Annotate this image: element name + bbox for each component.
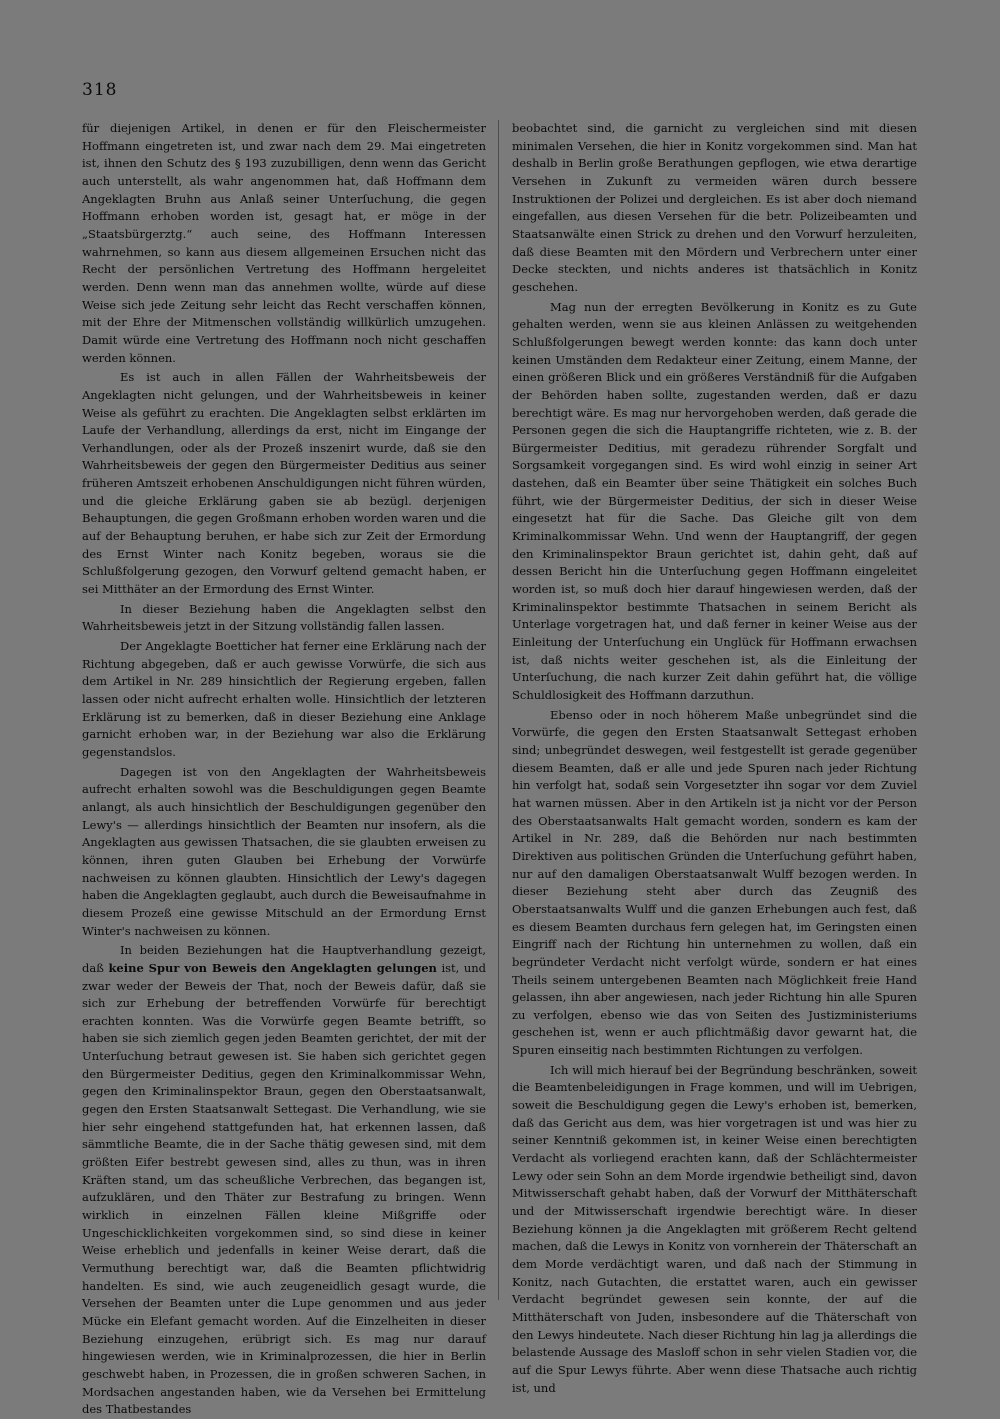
column-divider [498,120,499,1300]
page-number: 318 [82,80,118,100]
paragraph: Ich will mich hierauf bei der Begründung beschränken, soweit die Beamtenbeleidigungen in Frage kommen, und will im Uebrigen, soweit die Beschuldigung gegen die Lewy's erhoben ist, bemerken, daß das Gericht aus dem, was hier vorgetragen ist und was hier zu seiner Kenntniß gekommen ist, in keiner Weise einen berechtigten Verdacht als vorliegend erachten kann, daß der Schlächtermeister Lewy oder sein Sohn an dem Morde irgendwie betheiligt sind, davon Mitwisserschaft gehabt haben, daß der Vorwurf der Mitthäterschaft und der Mitwisserschaft irgendwie berechtigt wäre. In dieser Beziehung können ja die Angeklagten mit größerem Recht geltend machen, daß die Lewys in Konitz von vornherein der Thäterschaft an dem Morde verdächtigt waren, und daß nach der Stimmung in Konitz, nach Gutachten, die erstattet waren, auch ein gewisser Verdacht begründet gewesen sein konnte, der auf die Mitthäterschaft von Juden, insbesondere auf die Thäterschaft von den Lewys hindeutete. Nach dieser Richtung hin lag ja allerdings die belastende Aussage des Masloff schon in sehr vielen Stadien vor, die auf die Spur Lewys führte. Aber wenn diese Thatsache auch richtig ist, und [512,1062,917,1395]
paragraph [82,942,486,1419]
paragraph: Ebenso oder in noch höherem Maße unbegründet sind die Vorwürfe, die gegen den Ersten Staatsanwalt Settegast erhoben sind; unbegründet deswegen, weil festgestellt ist gerade gegenüber diesem Beamten, daß er alle und jede Spuren nach jeder Richtung hin verfolgt hat, sodaß sein Vorgesetzter ihn sogar vor dem Zuviel hat warnen müssen. Aber in den Artikeln ist ja nicht vor der Person des Oberstaatsanwalts Halt gemacht worden, sondern es kam der Artikel in Nr. 289, daß die Behörden nur nach bestimmten Direktiven aus politischen Gründen die Unterſuchung geführt haben, nur auf den damaligen Oberstaatsanwalt Wulff bezogen werden. In dieser Beziehung steht aber durch das Zeugniß des Oberstaatsanwalts Wulff und die ganzen Erhebungen auch fest, daß es diesem Beamten durchaus fern gelegen hat, im Geringsten einen Eingriff nach der Richtung hin unternehmen zu wollen, daß ein begründeter Verdacht nicht verfolgt würde, sondern er hat eines Theils seinem untergebenen Beamten nach Möglichkeit freie Hand gelassen, ihn aber angewiesen, nach jeder Richtung hin alle Spuren zu verfolgen, ebenso wie das von Seiten des Justizministeriums geschehen ist, wenn er auch pflichtmäßig davor gewarnt hat, die Spuren einseitig nach bestimmten Richtungen zu verfolgen. [512,707,917,1058]
paragraph: für diejenigen Artikel, in denen er für den Fleischermeister Hoffmann eingetreten ist, und zwar nach dem 29. Mai eingetreten ist, ihnen den Schutz des § 193 zuzubilligen, denn wenn das Gericht auch unterstellt, als wahr angenommen hat, daß Hoffmann dem Angeklagten Bruhn aus Anlaß seiner Unterſuchung, die gegen Hoffmann erhoben worden ist, gesagt hat, er möge in der „Staatsbürgerztg.“ auch seine, des Hoffmann Interessen wahrnehmen, so kann aus diesem allgemeinen Ersuchen nicht das Recht der persönlichen Vertretung des Hoffmann hergeleitet werden. Denn wenn man das annehmen wollte, würde auf diese Weise sich jede Zeitung sehr leicht das Recht verschaffen können, mit der Ehre der Mitmenschen vollständig willkürlich umzugehen. Damit würde eine Vertretung des Hoffmann noch nicht geschaffen werden können. [82,121,486,365]
paragraph-text: ist, und zwar weder der Beweis der That, noch der Beweis dafür, daß sie sich zur Erhebung der betreffenden Vorwürfe für berechtigt erachten konnten. Was die Vorwürfe gegen Beamte betrifft, so haben sie sich ziemlich gegen jeden Beamten gerichtet, der mit der Unterſuchung betraut gewesen ist. Sie haben sich gerichtet gegen den Bürgermeister Deditius, gegen den Kriminalkommissar Wehn, gegen den Kriminalinspektor Braun, gegen den Oberstaatsanwalt, gegen den Ersten Staatsanwalt Settegast. Die Verhandlung, wie sie hier sehr eingehend stattgefunden hat, hat erkennen lassen, daß sämmtliche Beamte, die in der Sache thätig gewesen sind, mit dem größten Eifer bestrebt gewesen sind, alles zu thun, was in ihren Kräften stand, um das scheußliche Verbrechen, das begangen ist, aufzuklären, und den Thäter zur Bestrafung zu bringen. Wenn wirklich in einzelnen Fällen kleine Mißgriffe oder Ungeschicklichkeiten vorgekommen sind, so sind diese in keiner Weise erheblich und jedenfalls in keiner Weise derart, daß die Vermuthung berechtigt war, daß die Beamten pflichtwidrig handelten. Es sind, wie auch zeugeneidlich gesagt wurde, die Versehen der Beamten unter die Lupe genommen und aus jeder Mücke ein Elefant gemacht worden. Auf die Einzelheiten in dieser Beziehung einzugehen, erübrigt sich. Es mag nur darauf hingewiesen werden, wie in Kriminalprozessen, die hier in Berlin geschwebt haben, in Prozessen, die in großen schweren Sachen, in Mordsachen angestanden haben, wie da Versehen bei Ermittelung des Thatbestandes [82,960,487,1417]
bold-emphasis: keine Spur von Beweis den Angeklagten gelungen [108,960,437,975]
paragraph: Es ist auch in allen Fällen der Wahrheitsbeweis der Angeklagten nicht gelungen, und der Wahrheitsbeweis in keiner Weise als geführt zu erachten. Die Angeklagten selbst erklärten im Laufe der Verhandlung, allerdings da erst, nicht im Eingange der Verhandlungen, oder als der Prozeß inszenirt wurde, daß sie den Wahrheitsbeweis der gegen den Bürgermeister Deditius aus seiner früheren Amtszeit erhobenen Anschuldigungen nicht führen würden, und die gleiche Erklärung gaben sie ab bezügl. derjenigen Behauptungen, die gegen Großmann erhoben worden waren und die auf der Behauptung beruhen, er habe sich zur Zeit der Ermordung des Ernst Winter nach Konitz begeben, woraus sie die Schlußfolgerung gezogen, den Vorwurf geltend gemacht haben, er sei Mitthäter an der Ermordung des Ernst Winter. [82,370,486,597]
paragraph: Dagegen ist von den Angeklagten der Wahrheitsbeweis aufrecht erhalten sowohl was die Beschuldigungen gegen Beamte anlangt, als auch hinsichtlich der Beschuldigungen gegenüber den Lewy's — allerdings hinsichtlich der Beamten nur insofern, als die Angeklagten aus gewissen Thatsachen, die sie glaubten erweisen zu können, ihren guten Glauben bei Erhebung der Vorwürfe nachweisen zu können glaubten. Hinsichtlich der Lewy's dagegen haben die Angeklagten geglaubt, auch durch die Beweisaufnahme in diesem Prozeß eine gewisse Mitschuld an der Ermordung Ernst Winter's nachweisen zu können. [82,764,486,938]
right-column [512,120,917,1397]
paragraph-text: In beiden Beziehungen hat die Hauptverhandlung gezeigt, daß [82,943,486,975]
paragraph: beobachtet sind, die garnicht zu vergleichen sind mit diesen minimalen Versehen, die hier in Konitz vorgekommen sind. Man hat deshalb in Berlin große Berathungen gepflogen, wie etwa derartige Versehen in Zukunft zu vermeiden wären durch bessere Instruktionen der Polizei und dergleichen. Es ist aber doch niemand eingefallen, aus diesen Versehen für die betr. Polizeibeamten und Staatsanwälte einen Strick zu drehen und den Vorwurf herzuleiten, daß diese Beamten mit den Mördern und Verbrechern unter einer Decke steckten, und nichts anderes ist thatsächlich in Konitz geschehen. [512,121,917,294]
paragraph: In dieser Beziehung haben die Angeklagten selbst den Wahrheitsbeweis jetzt in der Sitzung vollständig fallen lassen. [82,601,486,634]
left-column [82,120,486,1419]
paragraph: Der Angeklagte Boetticher hat ferner eine Erklärung nach der Richtung abgegeben, daß er auch gewisse Vorwürfe, die sich aus dem Artikel in Nr. 289 hinsichtlich der Regierung ergeben, fallen lassen oder nicht aufrecht erhalten wolle. Hinsichtlich der letzteren Erklärung ist zu bemerken, daß in dieser Beziehung eine Anklage garnicht erhoben war, in der Beziehung war also die Erklärung gegenstandslos. [82,639,486,759]
paragraph: Mag nun der erregten Bevölkerung in Konitz es zu Gute gehalten werden, wenn sie aus kleinen Anlässen zu weitgehenden Schlußfolgerungen bewegt werden konnte: das kann doch unter keinen Umständen dem Redakteur einer Zeitung, einem Manne, der einen größeren Blick und ein größeres Verständniß für die Aufgaben der Behörden haben sollte, zugestanden werden, daß er dazu berechtigt wäre. Es mag nur hervorgehoben werden, daß gerade die Personen gegen die sich die Hauptangriffe richteten, wie z. B. der Bürgermeister Deditius, mit geradezu rührender Sorgfalt und Sorgsamkeit vorgegangen sind. Es wird wohl einzig in seiner Art dastehen, daß ein Beamter über seine Thätigkeit ein solches Buch führt, wie der Bürgermeister Deditius, der sich in dieser Weise eingesetzt hat für die Sache. Das Gleiche gilt von dem Kriminalkommissar Wehn. Und wenn der Hauptangriff, der gegen den Kriminalinspektor Braun gerichtet ist, dahin geht, daß auf dessen Bericht hin die Unterſuchung gegen Hoffmann eingeleitet worden ist, so muß doch hier darauf hingewiesen werden, daß der Kriminalinspektor bestimmte Thatsachen in seinem Bericht als Unterlage vorgetragen hat, und daß ferner in keiner Weise aus der Einleitung der Unterſuchung ein Unglück für Hoffmann erwachsen ist, daß nichts weiter geschehen ist, als die Einleitung der Unterſuchung, die nach kurzer Zeit dahin geführt hat, die völlige Schuldlosigkeit des Hoffmann darzuthun. [512,299,917,702]
